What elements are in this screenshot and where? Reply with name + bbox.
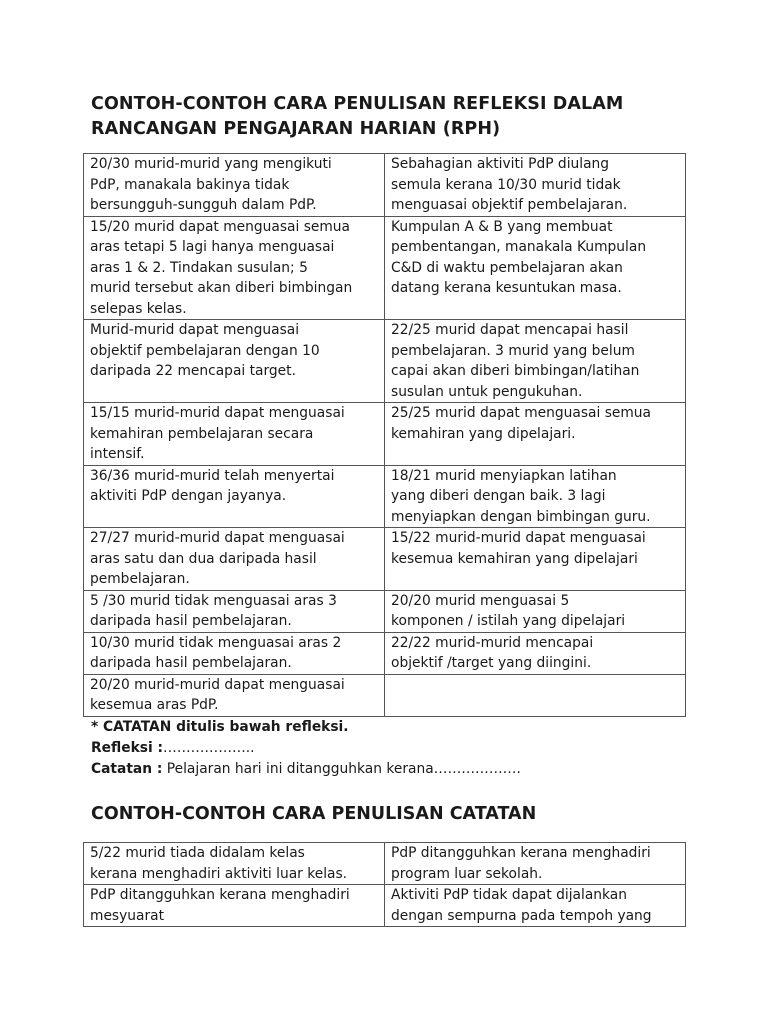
table-cell-left: Murid-murid dapat menguasai objektif pembelajaran dengan 10 daripada 22 mencapai target. bbox=[84, 320, 385, 403]
table-cell-left: PdP ditangguhkan kerana menghadiri mesyuarat bbox=[84, 885, 385, 927]
catatan-line: Catatan : Pelajaran hari ini ditangguhkan kerana………………. bbox=[91, 761, 521, 777]
catatan-note: * CATATAN ditulis bawah refleksi. bbox=[91, 719, 349, 735]
table-cell-left: 27/27 murid-murid dapat menguasai aras satu dan dua daripada hasil pembelajaran. bbox=[84, 528, 385, 591]
table-row bbox=[84, 320, 686, 403]
table-cell-left: 15/20 murid dapat menguasai semua aras tetapi 5 lagi hanya menguasai aras 1 & 2. Tindakan susulan; 5 murid tersebut akan diberi bimbingan selepas kelas. bbox=[84, 216, 385, 320]
refleksi-table bbox=[83, 153, 686, 717]
table-cell-right: 25/25 murid dapat menguasai semua kemahiran yang dipelajari. bbox=[385, 403, 686, 466]
table-cell-right: 18/21 murid menyiapkan latihan yang diberi dengan baik. 3 lagi menyiapkan dengan bimbingan guru. bbox=[385, 465, 686, 528]
table-cell-right: 20/20 murid menguasai 5 komponen / istilah yang dipelajari bbox=[385, 590, 686, 632]
table-row bbox=[84, 590, 686, 632]
table-row bbox=[84, 403, 686, 466]
table-cell-left: 15/15 murid-murid dapat menguasai kemahiran pembelajaran secara intensif. bbox=[84, 403, 385, 466]
table-row bbox=[84, 843, 686, 885]
table-row bbox=[84, 674, 686, 716]
table-cell-right: Kumpulan A & B yang membuat pembentangan, manakala Kumpulan C&D di waktu pembelajaran akan datang kerana kesuntukan masa. bbox=[385, 216, 686, 320]
refleksi-line: Refleksi :……………….. bbox=[91, 740, 255, 756]
table-row bbox=[84, 632, 686, 674]
table-cell-right: 22/22 murid-murid mencapai objektif /target yang diingini. bbox=[385, 632, 686, 674]
table-cell-left: 5 /30 murid tidak menguasai aras 3 daripada hasil pembelajaran. bbox=[84, 590, 385, 632]
table-row bbox=[84, 528, 686, 591]
section-title: CONTOH-CONTOH CARA PENULISAN CATATAN bbox=[91, 804, 537, 824]
table-cell-left: 10/30 murid tidak menguasai aras 2 daripada hasil pembelajaran. bbox=[84, 632, 385, 674]
table-cell-right: Sebahagian aktiviti PdP diulang semula kerana 10/30 murid tidak menguasai objektif pembelajaran. bbox=[385, 154, 686, 217]
table-cell-right: 22/25 murid dapat mencapai hasil pembelajaran. 3 murid yang belum capai akan diberi bimbingan/latihan susulan untuk pengukuhan. bbox=[385, 320, 686, 403]
catatan-table bbox=[83, 842, 686, 927]
table-row bbox=[84, 216, 686, 320]
table-cell-left: 20/20 murid-murid dapat menguasai kesemua aras PdP. bbox=[84, 674, 385, 716]
table-row bbox=[84, 885, 686, 927]
table-cell-right: 15/22 murid-murid dapat menguasai kesemua kemahiran yang dipelajari bbox=[385, 528, 686, 591]
notes-section bbox=[91, 717, 691, 780]
table-cell-left: 20/30 murid-murid yang mengikuti PdP, manakala bakinya tidak bersungguh-sungguh dalam PdP. bbox=[84, 154, 385, 217]
table-cell-right: Aktiviti PdP tidak dapat dijalankan dengan sempurna pada tempoh yang bbox=[385, 885, 686, 927]
table-cell-left: 5/22 murid tiada didalam kelas kerana menghadiri aktiviti luar kelas. bbox=[84, 843, 385, 885]
page-title: CONTOH-CONTOH CARA PENULISAN REFLEKSI DALAM RANCANGAN PENGAJARAN HARIAN (RPH) bbox=[91, 94, 624, 139]
table-row bbox=[84, 154, 686, 217]
table-cell-right: PdP ditangguhkan kerana menghadiri program luar sekolah. bbox=[385, 843, 686, 885]
table-cell-right bbox=[385, 674, 686, 716]
table-row bbox=[84, 465, 686, 528]
table-cell-left: 36/36 murid-murid telah menyertai aktiviti PdP dengan jayanya. bbox=[84, 465, 385, 528]
